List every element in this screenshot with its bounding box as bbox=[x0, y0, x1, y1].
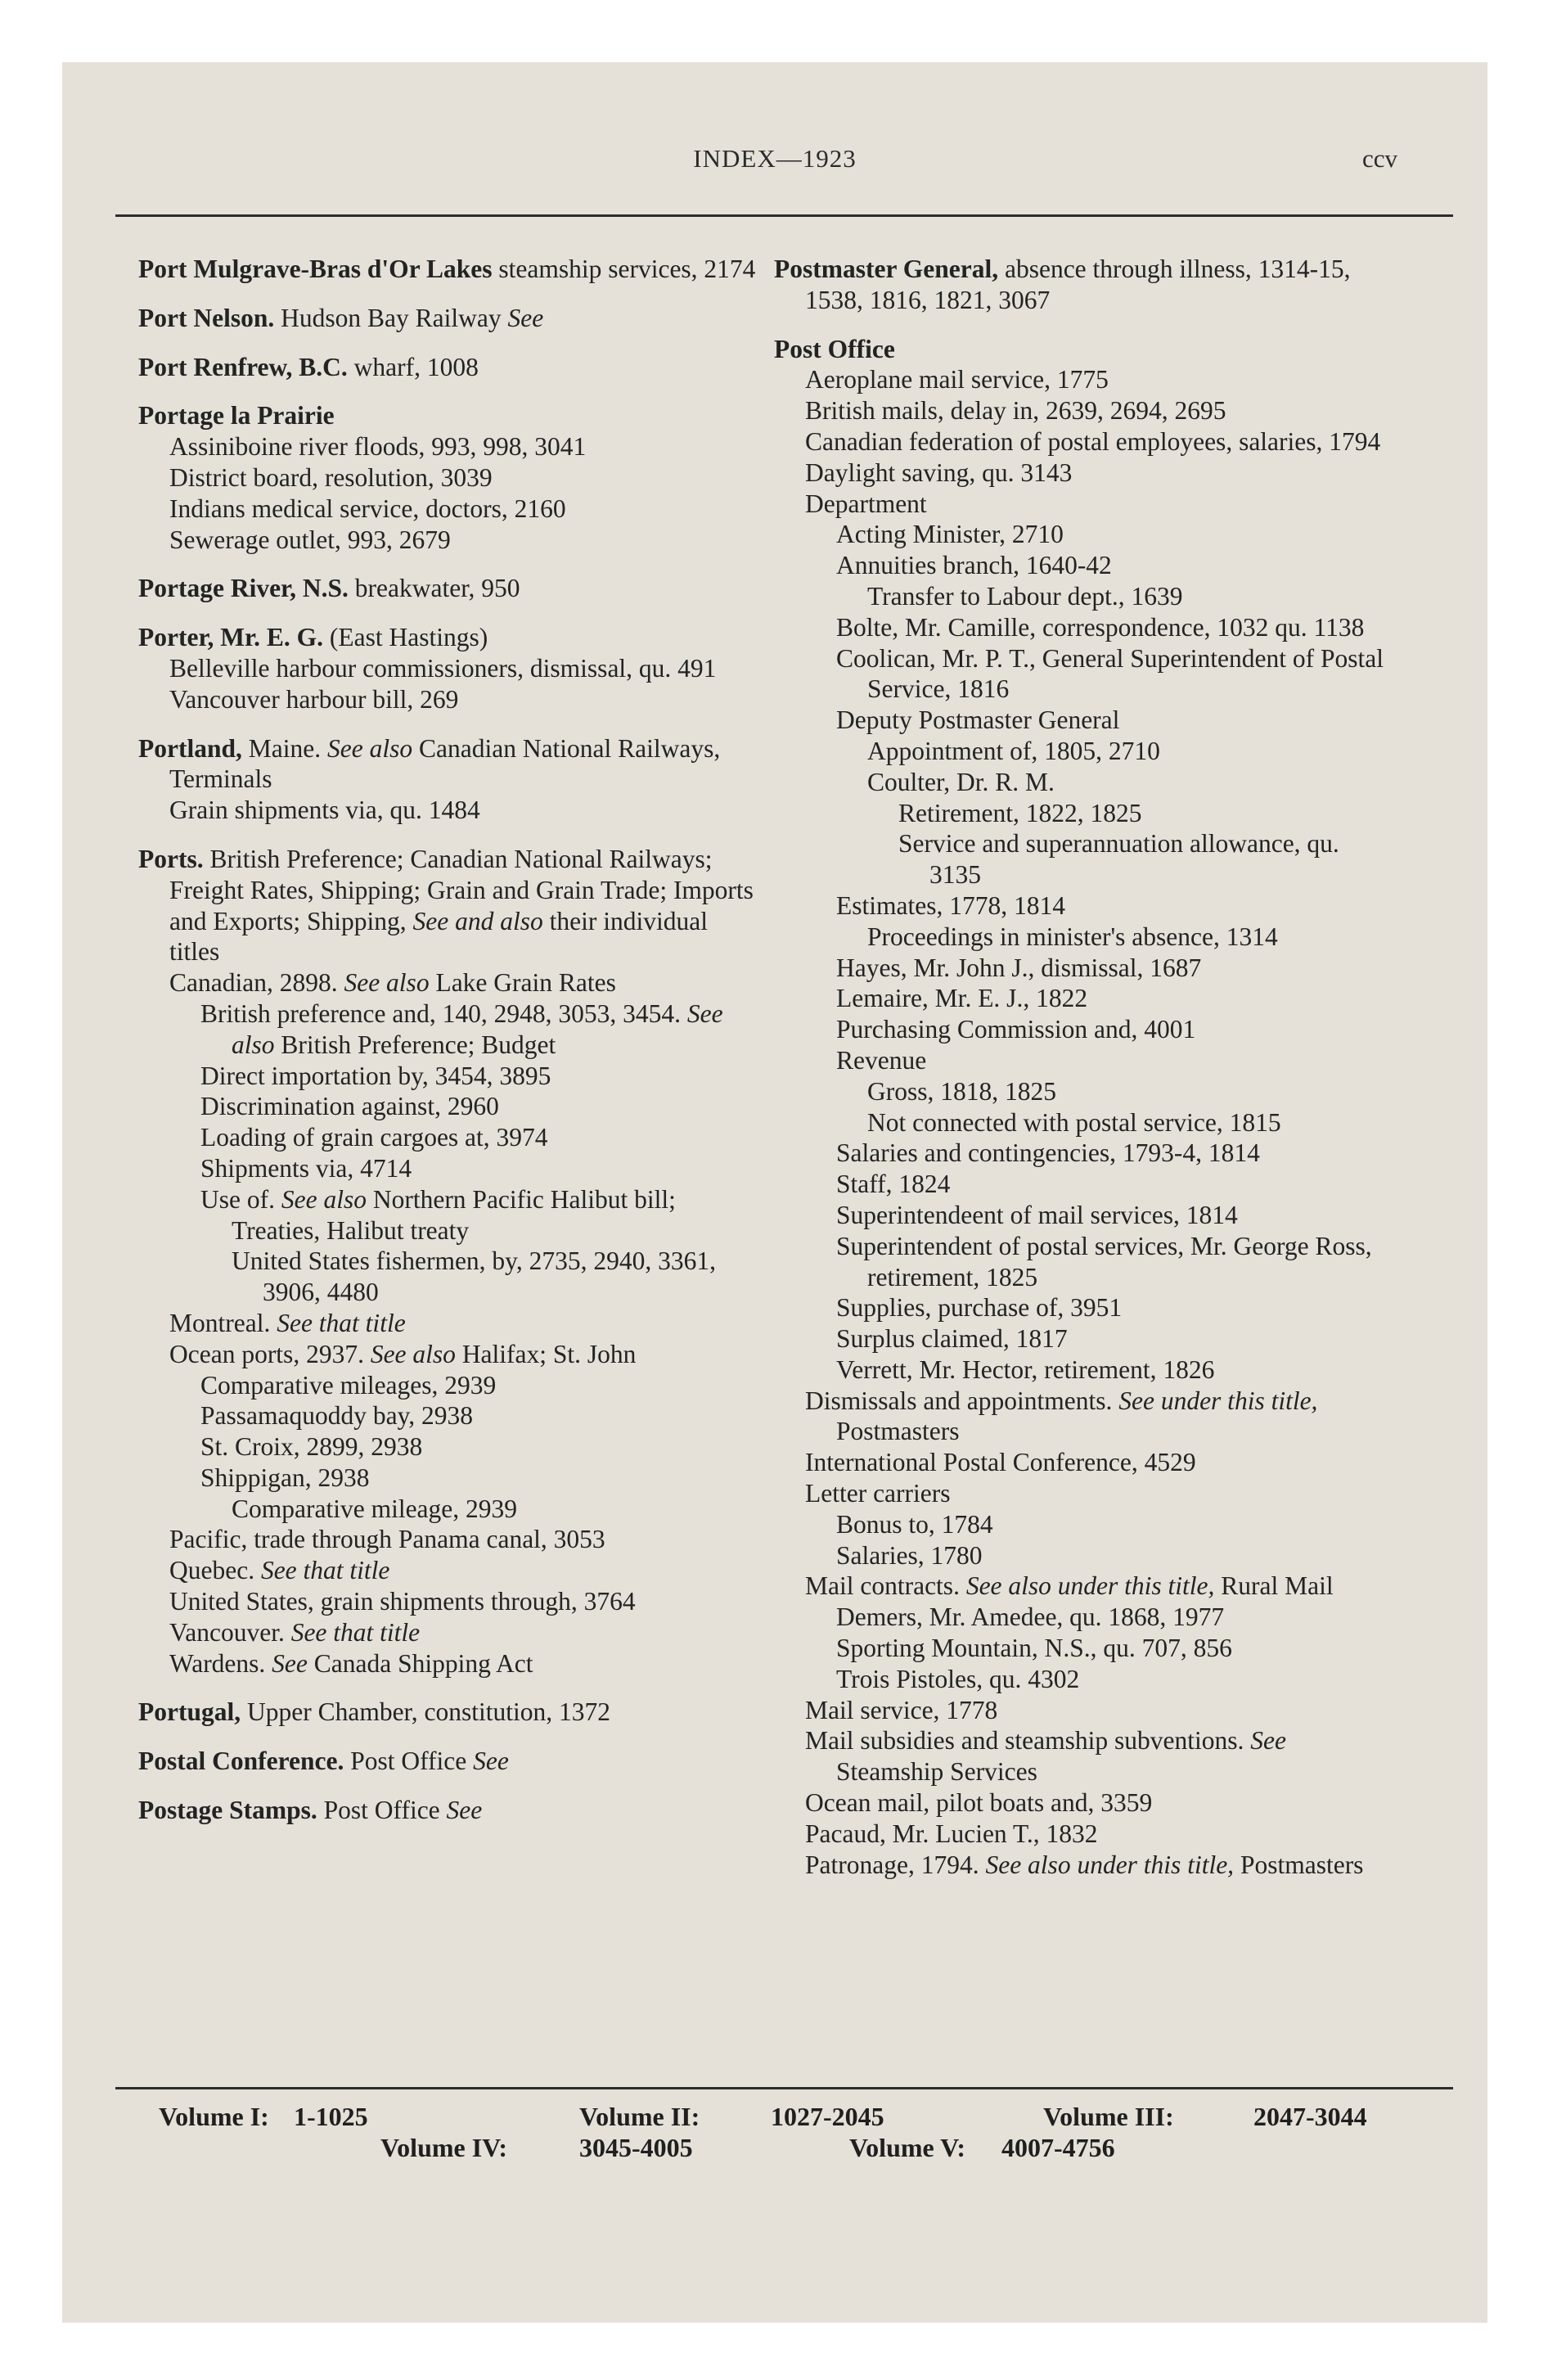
entry-heading: Postal Conference. bbox=[138, 1747, 344, 1776]
vol1-range: 1-1025 bbox=[294, 2102, 368, 2131]
entry-text: Sporting Mountain, N.S., qu. 707, 856 bbox=[836, 1634, 1232, 1663]
entry-text: Superintendeent of mail services, 1814 bbox=[836, 1200, 1238, 1229]
vol2-label: Volume II: bbox=[579, 2102, 700, 2131]
entry-text: Supplies, purchase of, 3951 bbox=[836, 1293, 1123, 1323]
vol1-label: Volume I: bbox=[159, 2102, 269, 2131]
cross-reference: See that title bbox=[254, 1556, 390, 1585]
entry-text: Gross, 1818, 1825 bbox=[867, 1076, 1057, 1106]
subentry bbox=[138, 1122, 760, 1153]
entry-heading: Postage Stamps. bbox=[138, 1796, 317, 1825]
entry-text: wharf, 1008 bbox=[347, 352, 479, 381]
subentry bbox=[138, 1153, 760, 1184]
entry-heading: Port Mulgrave-Bras d'Or Lakes bbox=[138, 255, 493, 283]
subentry bbox=[774, 1787, 1396, 1819]
subentry bbox=[774, 581, 1396, 612]
entry-line bbox=[138, 400, 760, 431]
vol5-range: 4007-4756 bbox=[1001, 2133, 1115, 2162]
subentry bbox=[138, 653, 760, 684]
entry-line bbox=[138, 303, 760, 334]
subentry bbox=[774, 1323, 1396, 1355]
entry-text: British Preference; Canadian National Railways; Freight Rates, Shipping; Grain and Grain Trade; Imports and Exports; Shipping, bbox=[169, 844, 754, 935]
entry-text: Bolte, Mr. Camille, correspondence, 1032 qu. 1138 bbox=[836, 612, 1365, 642]
subentry bbox=[774, 1200, 1396, 1231]
subentry-text: Use of. bbox=[200, 1184, 275, 1214]
subentry-text: District board, resolution, 3039 bbox=[169, 462, 493, 492]
entry-text: Estimates, 1778, 1814 bbox=[836, 890, 1065, 920]
subentry bbox=[138, 1494, 760, 1525]
subentry bbox=[774, 1695, 1396, 1726]
subentry-text: Shippigan, 2938 bbox=[200, 1463, 370, 1492]
entry-text: Coulter, Dr. R. M. bbox=[867, 767, 1055, 796]
subentry bbox=[774, 1169, 1396, 1200]
subentry-text: British preference and, 140, 2948, 3053, 3454. bbox=[200, 998, 681, 1028]
subentry bbox=[774, 1447, 1396, 1478]
subentry bbox=[774, 395, 1396, 426]
subentry-text: Canada Shipping Act bbox=[307, 1648, 533, 1678]
entry-heading: Porter, Mr. E. G. bbox=[138, 623, 323, 652]
subentry-text: Halifax; St. John bbox=[455, 1339, 637, 1368]
subentry bbox=[774, 1725, 1396, 1787]
cross-reference: See also bbox=[274, 1184, 367, 1214]
subentry bbox=[774, 1045, 1396, 1076]
subentry bbox=[138, 1339, 760, 1370]
entry-text: Annuities branch, 1640-42 bbox=[836, 551, 1112, 580]
subentry bbox=[138, 1431, 760, 1463]
subentry bbox=[138, 494, 760, 525]
subentry bbox=[774, 364, 1396, 395]
subentry-text: Passamaquoddy bay, 2938 bbox=[200, 1401, 474, 1431]
entry-text: Letter carriers bbox=[805, 1479, 951, 1508]
vol4-range: 3045-4005 bbox=[579, 2133, 693, 2162]
entry-text: Verrett, Mr. Hector, retirement, 1826 bbox=[836, 1355, 1215, 1384]
index-entry bbox=[774, 334, 1396, 365]
entry-text: British mails, delay in, 2639, 2694, 2695 bbox=[805, 396, 1226, 426]
vol5-label: Volume V: bbox=[849, 2133, 965, 2162]
entry-text: absence through illness, 1314-15, 1538, 1816, 1821, 3067 bbox=[805, 255, 1351, 314]
cross-reference: See also under this title, bbox=[959, 1571, 1215, 1601]
entry-heading: Port Nelson. bbox=[138, 303, 275, 332]
subentry-text: Vancouver harbour bill, 269 bbox=[169, 684, 459, 714]
subentry-text: Shipments via, 4714 bbox=[200, 1153, 412, 1183]
subentry bbox=[138, 525, 760, 556]
subentry bbox=[774, 1478, 1396, 1509]
subentry bbox=[774, 736, 1396, 767]
subentry bbox=[138, 998, 760, 1061]
page-number: ccv bbox=[1361, 144, 1397, 173]
subentry bbox=[774, 983, 1396, 1014]
entry-text: Appointment of, 1805, 2710 bbox=[867, 736, 1160, 765]
entry-text: International Postal Conference, 4529 bbox=[805, 1448, 1196, 1477]
index-entry bbox=[138, 1697, 760, 1728]
entry-text: Canadian National Railways, Terminals bbox=[169, 733, 721, 794]
cross-reference: See also bbox=[321, 733, 413, 763]
subentry-text: St. Croix, 2899, 2938 bbox=[200, 1432, 423, 1462]
cross-reference: See bbox=[501, 303, 544, 332]
scanned-page bbox=[62, 62, 1487, 2323]
entry-text: Mail service, 1778 bbox=[805, 1695, 998, 1724]
subentry-text: Vancouver. bbox=[169, 1617, 285, 1647]
entry-text: Patronage, 1794. bbox=[805, 1850, 979, 1879]
subentry-text: Quebec. bbox=[169, 1556, 255, 1585]
entry-text: (East Hastings) bbox=[323, 623, 488, 652]
entry-text: Postmasters bbox=[1234, 1850, 1364, 1879]
entry-text: steamship services, 2174 bbox=[492, 255, 756, 283]
running-header bbox=[62, 144, 1487, 177]
cross-reference: See that title bbox=[284, 1617, 421, 1647]
entry-text: Department bbox=[805, 489, 927, 518]
entry-text: Coolican, Mr. P. T., General Superintendent of Postal Service, 1816 bbox=[836, 643, 1384, 704]
entry-heading: Portland, bbox=[138, 733, 242, 763]
entry-text: Mail subsidies and steamship subventions. bbox=[805, 1726, 1244, 1756]
vol2-range: 1027-2045 bbox=[771, 2102, 884, 2131]
entry-text: their individual titles bbox=[169, 906, 708, 967]
subentry bbox=[138, 1370, 760, 1401]
subentry-text: Canadian, 2898. bbox=[169, 968, 338, 998]
entry-text: Superintendent of postal services, Mr. George Ross, retirement, 1825 bbox=[836, 1231, 1372, 1291]
subentry bbox=[774, 828, 1396, 890]
subentry-text: Belleville harbour commissioners, dismissal, qu. 491 bbox=[169, 653, 717, 683]
subentry bbox=[138, 462, 760, 494]
cross-reference: See also bbox=[232, 998, 723, 1059]
left-column bbox=[138, 254, 760, 1844]
index-entry bbox=[138, 733, 760, 826]
index-entry bbox=[138, 573, 760, 604]
entry-text: Trois Pistoles, qu. 4302 bbox=[836, 1664, 1080, 1693]
subentry-text: Comparative mileages, 2939 bbox=[200, 1370, 497, 1400]
subentry bbox=[774, 1014, 1396, 1045]
entry-text: Bonus to, 1784 bbox=[836, 1509, 993, 1539]
subentry-text: British Preference; Budget bbox=[274, 1030, 556, 1059]
cross-reference: See also under this title, bbox=[979, 1850, 1235, 1879]
subentry bbox=[774, 922, 1396, 953]
subentry bbox=[774, 1231, 1396, 1293]
entry-line bbox=[138, 1697, 760, 1728]
subentry bbox=[774, 1571, 1396, 1602]
subentry bbox=[774, 1292, 1396, 1323]
entry-line bbox=[138, 1746, 760, 1777]
entry-text: Not connected with postal service, 1815 bbox=[867, 1107, 1281, 1137]
vol3-label: Volume III: bbox=[1043, 2102, 1174, 2131]
vol4-label: Volume IV: bbox=[380, 2133, 507, 2162]
cross-reference: See bbox=[1244, 1726, 1286, 1756]
entry-text: Canadian federation of postal employees, salaries, 1794 bbox=[805, 426, 1381, 456]
cross-reference: See bbox=[439, 1796, 483, 1825]
entry-text: Proceedings in minister's absence, 1314 bbox=[867, 922, 1278, 951]
entry-heading: Portage River, N.S. bbox=[138, 574, 349, 603]
entry-text: Retirement, 1822, 1825 bbox=[898, 798, 1142, 827]
cross-reference: See bbox=[406, 906, 449, 935]
index-entry bbox=[138, 1746, 760, 1777]
entry-text: Revenue bbox=[836, 1045, 927, 1075]
index-entry bbox=[138, 400, 760, 555]
entry-text: Acting Minister, 2710 bbox=[836, 520, 1064, 549]
subentry bbox=[774, 1076, 1396, 1107]
subentry bbox=[774, 1107, 1396, 1138]
subentry bbox=[138, 1617, 760, 1648]
index-entry bbox=[774, 254, 1396, 316]
subentry bbox=[774, 643, 1396, 705]
entry-text: Salaries and contingencies, 1793-4, 1814 bbox=[836, 1138, 1260, 1168]
subentry bbox=[138, 1091, 760, 1122]
entry-heading: Portage la Prairie bbox=[138, 401, 335, 430]
right-column bbox=[774, 254, 1396, 1880]
vol3-range: 2047-3044 bbox=[1253, 2102, 1367, 2131]
subentry bbox=[774, 705, 1396, 736]
entry-heading: Postmaster General, bbox=[774, 255, 999, 283]
page-title: INDEX—1923 bbox=[693, 144, 857, 173]
subentry bbox=[774, 1602, 1396, 1633]
index-entry bbox=[138, 1795, 760, 1826]
entry-line bbox=[138, 352, 760, 383]
entry-text: Upper Chamber, constitution, 1372 bbox=[241, 1697, 611, 1727]
entry-line bbox=[138, 622, 760, 653]
subentry bbox=[138, 1463, 760, 1494]
subentry-text: Grain shipments via, qu. 1484 bbox=[169, 796, 480, 825]
entry-text: Staff, 1824 bbox=[836, 1170, 951, 1199]
subentry-text: Indians medical service, doctors, 2160 bbox=[169, 494, 566, 523]
entry-text: Daylight saving, qu. 3143 bbox=[805, 458, 1073, 487]
subentry bbox=[774, 1850, 1396, 1881]
entry-text: Salaries, 1780 bbox=[836, 1540, 983, 1570]
subentry bbox=[774, 612, 1396, 643]
subentry-text: Direct importation by, 3454, 3895 bbox=[200, 1061, 551, 1090]
entry-line bbox=[138, 844, 760, 967]
subentry bbox=[774, 1664, 1396, 1695]
subentry bbox=[138, 1246, 760, 1308]
index-entry bbox=[138, 254, 760, 285]
subentry-text: Sewerage outlet, 993, 2679 bbox=[169, 525, 451, 554]
subentry bbox=[774, 890, 1396, 922]
entry-line bbox=[138, 733, 760, 796]
subentry-text: Comparative mileage, 2939 bbox=[232, 1494, 518, 1523]
subentry-text: Discrimination against, 2960 bbox=[200, 1092, 499, 1121]
subentry bbox=[774, 798, 1396, 829]
entry-text: Mail contracts. bbox=[805, 1571, 960, 1601]
subentry bbox=[138, 1586, 760, 1617]
entry-text: Transfer to Labour dept., 1639 bbox=[867, 581, 1183, 611]
subentry-text: United States fishermen, by, 2735, 2940, 3361, 3906, 4480 bbox=[232, 1246, 717, 1307]
entry-line bbox=[138, 254, 760, 285]
entry-heading: Portugal, bbox=[138, 1697, 241, 1727]
subentry bbox=[138, 1648, 760, 1679]
entry-text: Dismissals and appointments. bbox=[805, 1386, 1113, 1415]
subentry bbox=[774, 519, 1396, 550]
subentry bbox=[138, 1308, 760, 1339]
entry-text: Deputy Postmaster General bbox=[836, 705, 1120, 735]
subentry bbox=[774, 767, 1396, 798]
cross-reference: and also bbox=[448, 906, 543, 935]
entry-line bbox=[138, 1795, 760, 1826]
entry-text: Service and superannuation allowance, qu. 3135 bbox=[898, 829, 1339, 890]
subentry bbox=[774, 489, 1396, 520]
subentry-text: United States, grain shipments through, 3764 bbox=[169, 1587, 636, 1616]
subentry-text: Lake Grain Rates bbox=[429, 968, 616, 998]
subentry bbox=[774, 1355, 1396, 1386]
subentry bbox=[138, 1184, 760, 1246]
header-rule bbox=[115, 214, 1453, 217]
entry-text: Purchasing Commission and, 4001 bbox=[836, 1015, 1196, 1044]
subentry bbox=[138, 1555, 760, 1586]
entry-text: Aeroplane mail service, 1775 bbox=[805, 365, 1109, 394]
entry-text: Steamship Services bbox=[836, 1757, 1037, 1787]
entry-text: Postmasters bbox=[836, 1417, 960, 1446]
subentry bbox=[774, 1509, 1396, 1540]
footer-rule bbox=[115, 2087, 1453, 2089]
entry-line bbox=[138, 573, 760, 604]
subentry bbox=[774, 1138, 1396, 1169]
cross-reference: See bbox=[265, 1648, 308, 1678]
subentry bbox=[774, 953, 1396, 984]
entry-heading: Post Office bbox=[774, 334, 895, 363]
subentry bbox=[774, 1540, 1396, 1571]
subentry bbox=[774, 426, 1396, 458]
subentry bbox=[774, 458, 1396, 489]
subentry bbox=[774, 1386, 1396, 1448]
subentry bbox=[138, 431, 760, 462]
subentry bbox=[138, 1524, 760, 1555]
cross-reference: See under this title, bbox=[1112, 1386, 1318, 1415]
subentry bbox=[774, 550, 1396, 581]
subentry-text: Loading of grain cargoes at, 3974 bbox=[200, 1123, 548, 1152]
entry-text: breakwater, 950 bbox=[348, 574, 520, 603]
subentry bbox=[138, 684, 760, 715]
entry-text: Hayes, Mr. John J., dismissal, 1687 bbox=[836, 953, 1202, 982]
subentry-text: Wardens. bbox=[169, 1648, 266, 1678]
cross-reference: See also bbox=[337, 968, 430, 998]
subentry bbox=[774, 1819, 1396, 1850]
subentry bbox=[138, 1061, 760, 1092]
entry-text: Lemaire, Mr. E. J., 1822 bbox=[836, 984, 1088, 1013]
cross-reference: See also bbox=[363, 1339, 456, 1368]
entry-text: Demers, Mr. Amedee, qu. 1868, 1977 bbox=[836, 1602, 1225, 1632]
entry-text: Surplus claimed, 1817 bbox=[836, 1324, 1068, 1354]
entry-text: Rural Mail bbox=[1214, 1571, 1334, 1601]
subentry-text: Pacific, trade through Panama canal, 3053 bbox=[169, 1525, 605, 1554]
index-entry bbox=[138, 622, 760, 714]
subentry-text: Northern Pacific Halibut bill; Treaties, Halibut treaty bbox=[232, 1184, 676, 1245]
subentry-text: Assiniboine river floods, 993, 998, 3041 bbox=[169, 432, 587, 462]
entry-text: Maine. bbox=[241, 733, 322, 763]
subentry bbox=[774, 1633, 1396, 1664]
index-entry bbox=[138, 352, 760, 383]
index-entry bbox=[138, 844, 760, 1679]
subentry bbox=[138, 795, 760, 826]
cross-reference: See bbox=[466, 1747, 509, 1776]
entry-text: Ocean mail, pilot boats and, 3359 bbox=[805, 1788, 1153, 1818]
subentry-text: Montreal. bbox=[169, 1308, 271, 1337]
entry-text: Post Office bbox=[317, 1796, 440, 1825]
subentry bbox=[138, 967, 760, 998]
index-entry bbox=[138, 303, 760, 334]
entry-heading: Port Renfrew, B.C. bbox=[138, 352, 348, 381]
subentry-text: Ocean ports, 2937. bbox=[169, 1339, 364, 1368]
entry-heading: Ports. bbox=[138, 844, 204, 873]
entry-text: Pacaud, Mr. Lucien T., 1832 bbox=[805, 1819, 1098, 1848]
cross-reference: See that title bbox=[270, 1308, 406, 1337]
entry-text: Post Office bbox=[344, 1747, 467, 1776]
entry-text: Hudson Bay Railway bbox=[274, 303, 502, 332]
subentry bbox=[138, 1400, 760, 1431]
